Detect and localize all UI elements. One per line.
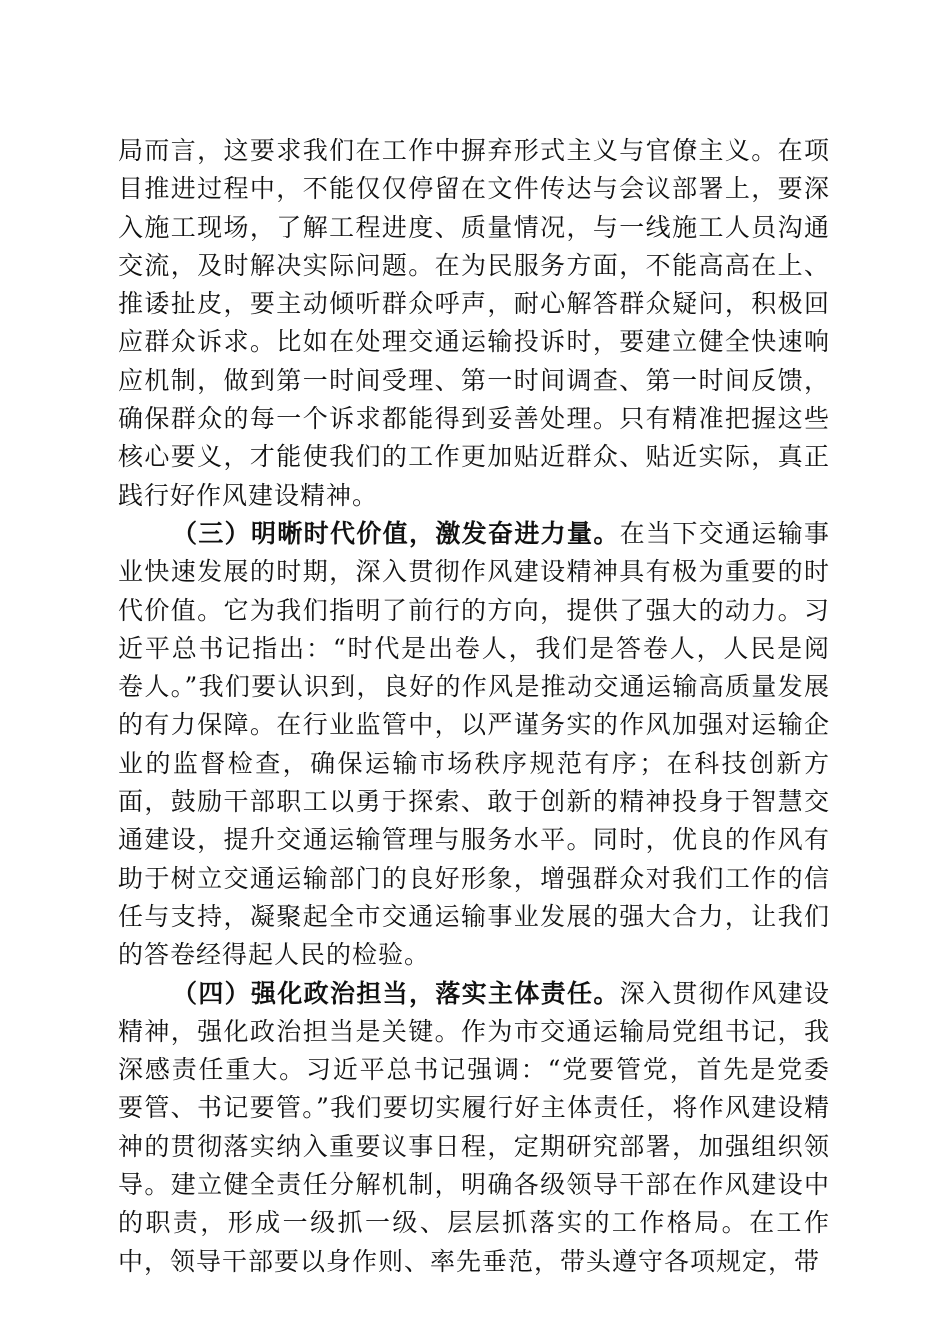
paragraph-3-heading: （四）强化政治担当，落实主体责任。	[172, 978, 620, 1008]
paragraph-2	[118, 515, 830, 975]
paragraph-2-heading: （三）明晰时代价值，激发奋进力量。	[172, 518, 620, 548]
document-body	[118, 132, 830, 1281]
paragraph-1-text: 局而言，这要求我们在工作中摒弃形式主义与官僚主义。在项目推进过程中，不能仅仅停留在文件传达与会议部署上，要深入施工现场，了解工程进度、质量情况，与一线施工人员沟通交流，及时解决实际问题。在为民服务方面，不能高高在上、推诿扯皮，要主动倾听群众呼声，耐心解答群众疑问，积极回应群众诉求。比如在处理交通运输投诉时，要建立健全快速响应机制，做到第一时间受理、第一时间调查、第一时间反馈，确保群众的每一个诉求都能得到妥善处理。只有精准把握这些核心要义，才能使我们的工作更加贴近群众、贴近实际，真正践行好作风建设精神。	[118, 136, 830, 510]
paragraph-2-text: 在当下交通运输事业快速发展的时期，深入贯彻作风建设精神具有极为重要的时代价值。它为我们指明了前行的方向，提供了强大的动力。习近平总书记指出：“时代是出卷人，我们是答卷人，人民是阅卷人。”我们要认识到，良好的作风是推动交通运输高质量发展的有力保障。在行业监管中，以严谨务实的作风加强对运输企业的监督检查，确保运输市场秩序规范有序；在科技创新方面，鼓励干部职工以勇于探索、敢于创新的精神投身于智慧交通建设，提升交通运输管理与服务水平。同时，优良的作风有助于树立交通运输部门的良好形象，增强群众对我们工作的信任与支持，凝聚起全市交通运输事业发展的强大合力，让我们的答卷经得起人民的检验。	[118, 518, 830, 970]
paragraph-3	[118, 975, 830, 1281]
paragraph-3-text: 深入贯彻作风建设精神，强化政治担当是关键。作为市交通运输局党组书记，我深感责任重大。习近平总书记强调：“党要管党，首先是党委要管、书记要管。”我们要切实履行好主体责任，将作风建设精神的贯彻落实纳入重要议事日程，定期研究部署，加强组织领导。建立健全责任分解机制，明确各级领导干部在作风建设中的职责，形成一级抓一级、层层抓落实的工作格局。在工作中，领导干部要以身作则、率先垂范，带头遵守各项规定，带	[118, 978, 830, 1276]
paragraph-1	[118, 132, 830, 515]
